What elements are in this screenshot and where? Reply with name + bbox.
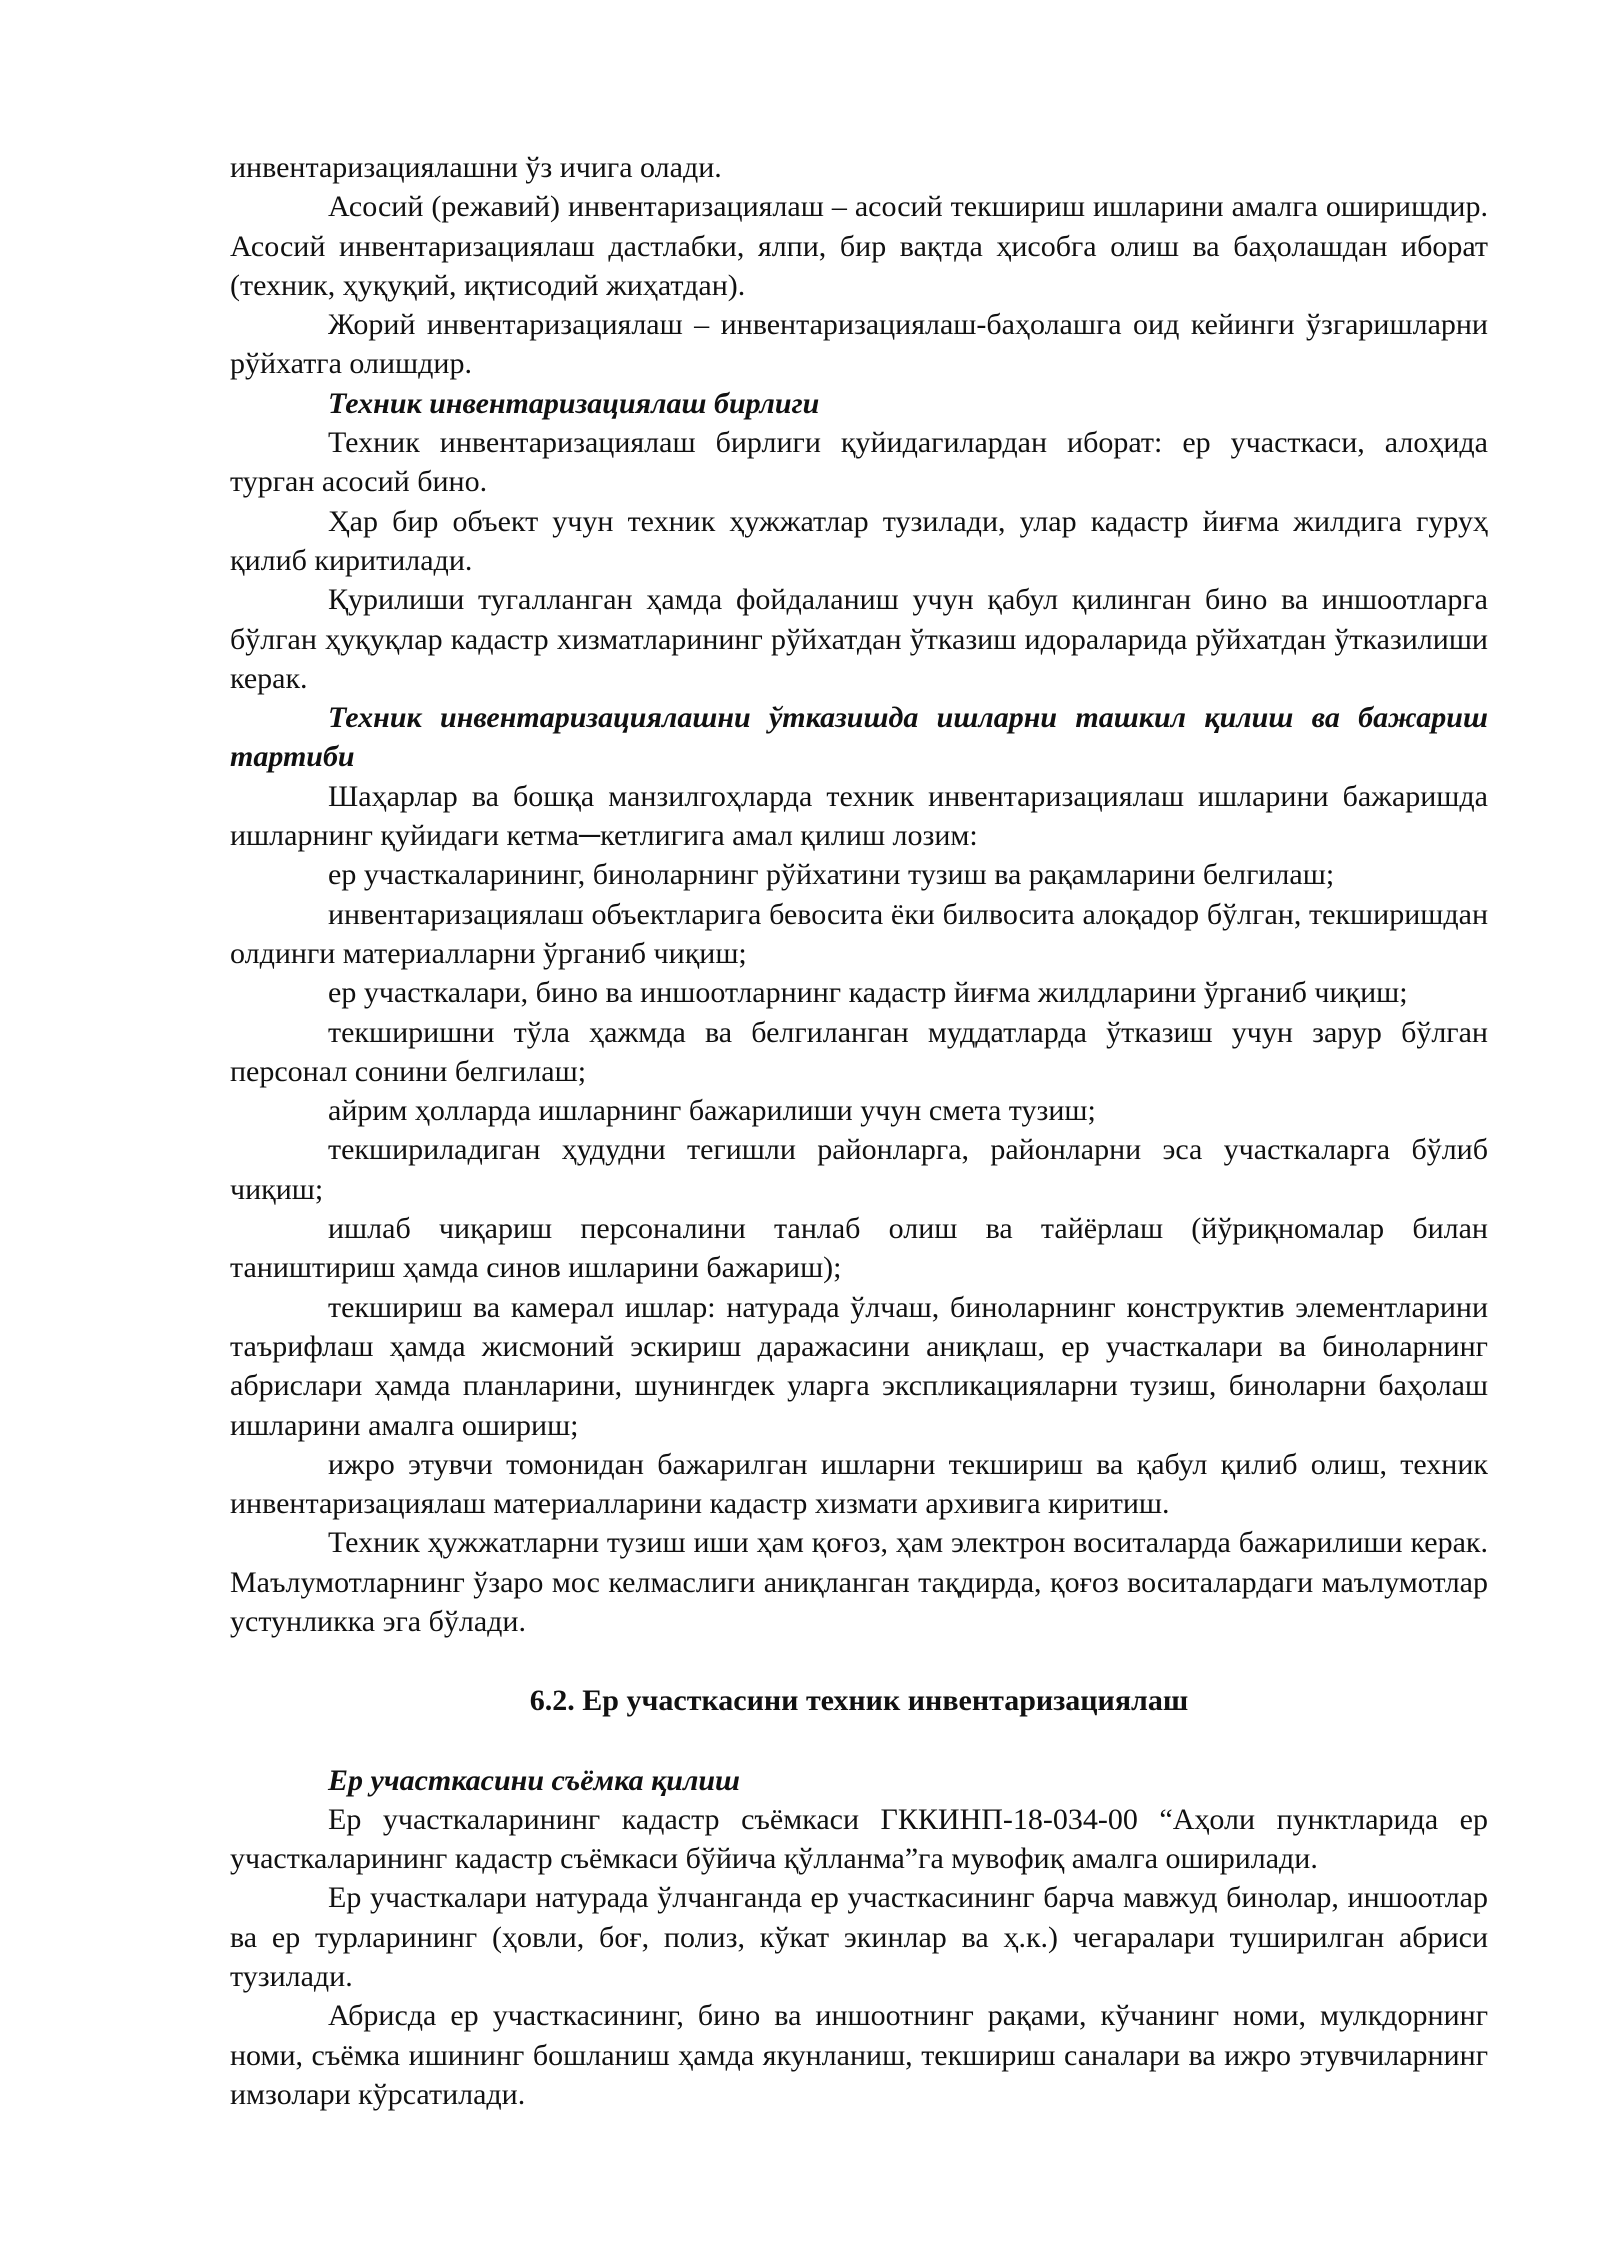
paragraph: Асосий (режавий) инвентаризациялаш – асосий текшириш ишларини амалга оширишдир. Асосий инвентаризациялаш дастлабки, ялпи, бир вақтда ҳисобга олиш ва баҳолашдан иборат (техник, ҳуқуқий, иқтисодий жиҳатдан). [230, 190, 1488, 302]
paragraph: Ҳар бир объект учун техник ҳужжатлар тузилади, улар кадастр йиғма жилдига гуруҳ қилиб киритилади. [230, 504, 1488, 577]
list-item: ер участкаларининг, биноларнинг рўйхатини тузиш ва рақамларини белгилаш; [328, 858, 1335, 892]
section-heading: 6.2. Ер участкасини техник инвентаризациялаш [529, 1684, 1189, 1718]
paragraph: Техник ҳужжатларни тузиш иши ҳам қоғоз, ҳам электрон воситаларда бажарилиши керак. Маълумотларнинг ўзаро мос келмаслиги аниқланган тақдирда, қоғоз воситалардаги маълумотлар устунликка эга бўлади. [230, 1526, 1488, 1638]
paragraph: инвентаризациялашни ўз ичига олади. [230, 151, 722, 184]
list-item: текшириш ва камерал ишлар: натурада ўлчаш, биноларнинг конструктив элементларини таърифлаш ҳамда жисмоний эскириш даражасини аниқлаш, ер участкалари ва биноларнинг абрислари ҳамда планларини, шунингдек уларга экспликацияларни тузиш, биноларни баҳолаш ишларини амалга ошириш; [230, 1290, 1488, 1442]
paragraph: Ер участкалари натурада ўлчанганда ер участкасининг барча мавжуд бинолар, иншоотлар ва ер турларининг (ҳовли, боғ, полиз, кўкат экинлар ва ҳ.к.) чегаралари туширилган абриси тузилади. [230, 1881, 1488, 1994]
subheading: Техник инвентаризациялашни ўтказишда ишларни ташкил қилиш ва бажариш тартиби [230, 701, 1488, 774]
paragraph: Шаҳарлар ва бошқа манзилгоҳларда техник инвентаризациялаш ишларини бажаришда ишларнинг қуйидаги кетма─кетлигига амал қилиш лозим: [230, 779, 1488, 853]
paragraph: Жорий инвентаризациялаш – инвентаризациялаш-баҳолашга оид кейинги ўзгаришларни рўйхатга олишдир. [230, 308, 1488, 381]
list-item: текшириладиган ҳудудни тегишли районларга, районларни эса участкаларга бўлиб чиқиш; [230, 1133, 1488, 1206]
list-item: инвентаризациялаш объектларига бевосита ёки билвосита алоқадор бўлган, текширишдан олдинги материалларни ўрганиб чиқиш; [230, 897, 1488, 970]
subheading: Техник инвентаризациялаш бирлиги [328, 386, 820, 420]
list-item: текширишни тўла ҳажмда ва белгиланган муддатларда ўтказиш учун зарур бўлган персонал сонини белгилаш; [230, 1015, 1488, 1088]
document-page [230, 148, 1488, 2114]
paragraph: Техник инвентаризациялаш бирлиги қуйидагилардан иборат: ер участкаси, алоҳида турган асосий бино. [230, 426, 1488, 499]
paragraph: Қурилиши тугалланган ҳамда фойдаланиш учун қабул қилинган бино ва иншоотларга бўлган ҳуқуқлар кадастр хизматларининг рўйхатдан ўтказиш идораларида рўйхатдан ўтказилиши керак. [230, 583, 1488, 695]
list-item: ишлаб чиқариш персоналини танлаб олиш ва тайёрлаш (йўриқномалар билан таништириш ҳамда синов ишларини бажариш); [230, 1212, 1488, 1285]
paragraph: Ер участкаларининг кадастр съёмкаси ГККИНП-18-034-00 “Аҳоли пунктларида ер участкаларининг кадастр съёмкаси бўйича қўлланма”га мувофиқ амалга оширилади. [230, 1802, 1488, 1876]
paragraph: Абрисда ер участкасининг, бино ва иншоотнинг рақами, кўчанинг номи, мулкдорнинг номи, съёмка ишининг бошланиш ҳамда якунланиш, текшириш саналари ва ижро этувчиларнинг имзолари кўрсатилади. [230, 1999, 1488, 2111]
subheading: Ер участкасини съёмка қилиш [328, 1763, 741, 1797]
list-item: ер участкалари, бино ва иншоотларнинг кадастр йиғма жилдларини ўрганиб чиқиш; [328, 976, 1408, 1010]
list-item: айрим ҳолларда ишларнинг бажарилиши учун смета тузиш; [328, 1094, 1096, 1128]
list-item: ижро этувчи томонидан бажарилган ишларни текшириш ва қабул қилиб олиш, техник инвентаризациялаш материалларини кадастр хизмати архивига киритиш. [230, 1447, 1488, 1521]
